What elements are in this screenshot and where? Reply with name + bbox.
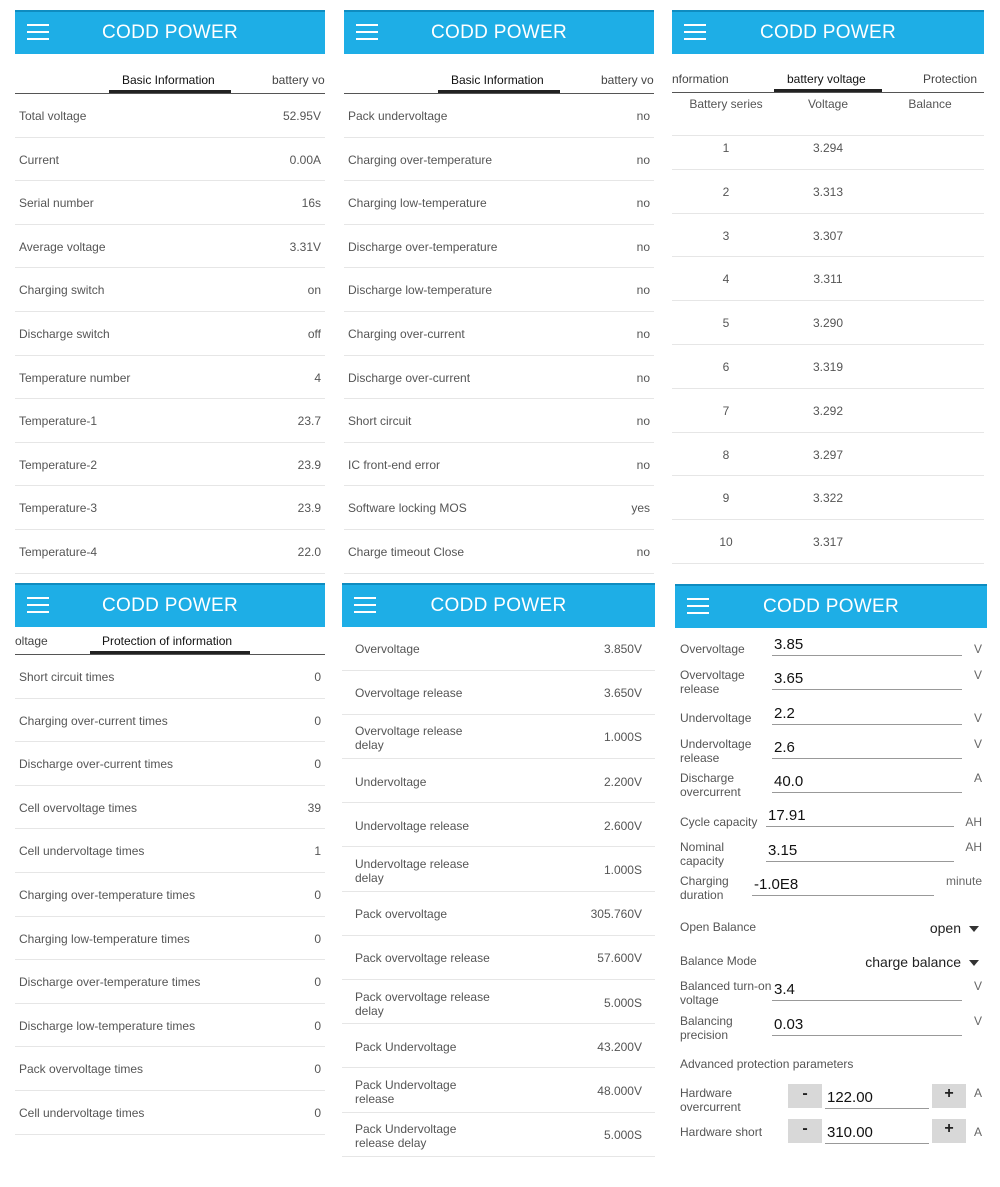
item-value: 0	[314, 1062, 321, 1077]
item-label: Undervoltage	[355, 774, 427, 789]
item-label: Discharge low-temperature	[348, 283, 493, 298]
cell-series: 4	[722, 272, 730, 287]
item-value: 4	[314, 370, 321, 385]
list-item	[15, 1004, 325, 1048]
item-label: Pack overvoltage times	[19, 1062, 144, 1077]
list-item	[344, 443, 654, 487]
item-value: 305.760V	[590, 907, 642, 922]
balance-mode-label: Balance Mode	[680, 954, 757, 968]
chevron-down-icon	[969, 926, 979, 932]
cell-series: 7	[722, 403, 730, 418]
item-value: 0	[314, 1018, 321, 1033]
item-value: 3.650V	[603, 686, 642, 701]
list-item	[15, 94, 325, 138]
setting-label: Overvoltage	[680, 642, 745, 656]
item-value: off	[307, 327, 321, 341]
app-title: CODD POWER	[763, 596, 899, 617]
item-label: Discharge low-temperature times	[19, 1018, 196, 1033]
setting-unit: AH	[965, 815, 982, 829]
app-title: CODD POWER	[431, 22, 567, 43]
item-value: 0	[314, 1106, 321, 1120]
item-label: Charging over-temperature times	[19, 888, 196, 902]
chevron-down-icon	[969, 960, 979, 966]
setting-unit: A	[973, 1125, 982, 1139]
list-item	[15, 786, 325, 830]
hardware-short-input[interactable]: 310.00	[825, 1122, 929, 1144]
cell-voltage: 3.319	[812, 360, 844, 374]
list-item	[15, 486, 325, 530]
setting-balanced-turn-on-voltage	[675, 979, 987, 1009]
col-battery-series: Battery series	[689, 97, 763, 111]
panel-protection-parameters	[342, 583, 655, 1151]
item-value: 52.95V	[282, 109, 321, 123]
overvoltage-release-input[interactable]: 3.65	[772, 668, 962, 690]
app-header	[675, 584, 987, 628]
item-label: Discharge over-temperature	[348, 239, 498, 254]
item-label: Undervoltage release	[355, 818, 470, 833]
cell-series: 2	[722, 184, 730, 199]
active-tab-indicator	[90, 651, 250, 654]
list-item	[15, 399, 325, 443]
hardware-overcurrent-input[interactable]: 122.00	[825, 1087, 929, 1109]
balancing-precision-input[interactable]: 0.03	[772, 1014, 962, 1036]
item-value: 23.7	[297, 414, 321, 429]
tab-basic-information[interactable]: Basic Information	[122, 73, 215, 87]
setting-discharge-overcurrent	[675, 771, 987, 801]
setting-unit: V	[973, 642, 982, 656]
balanced-turn-on-voltage-input[interactable]: 3.4	[772, 979, 962, 1001]
table-row	[672, 214, 984, 258]
cell-voltage: 3.311	[813, 272, 843, 287]
setting-label: Nominal capacity	[680, 840, 725, 868]
col-voltage: Voltage	[807, 97, 849, 111]
table-row	[672, 389, 984, 433]
setting-label: Hardware overcurrent	[680, 1086, 741, 1114]
tab-battery-voltage[interactable]: battery voltage	[787, 72, 866, 86]
setting-charging-duration	[675, 874, 987, 904]
setting-balance-mode	[675, 948, 987, 974]
item-label: Pack overvoltage release	[355, 951, 490, 966]
setting-unit: V	[973, 737, 982, 751]
list-item	[344, 225, 654, 269]
item-value: no	[636, 545, 650, 559]
open-balance-select[interactable]	[930, 920, 979, 936]
item-value: 23.9	[297, 457, 321, 472]
item-value: 0	[314, 713, 321, 728]
item-label: Temperature-2	[19, 457, 98, 472]
item-value: 5.000S	[603, 995, 642, 1010]
table-row	[672, 257, 984, 301]
item-value: 0	[314, 975, 321, 990]
tab-bar	[344, 66, 654, 94]
item-label: Pack undervoltage	[348, 109, 448, 123]
item-value: 0	[314, 888, 321, 902]
cell-series: 5	[722, 316, 730, 331]
item-label: Pack overvoltage	[355, 907, 448, 922]
setting-label: Balanced turn-on voltage	[680, 979, 772, 1007]
increment-button[interactable]: +	[932, 1084, 966, 1108]
undervoltage-release-input[interactable]: 2.6	[772, 737, 962, 759]
item-value: 0	[314, 670, 321, 684]
cell-series: 8	[722, 447, 730, 462]
list-item	[342, 1113, 655, 1157]
decrement-button[interactable]: -	[788, 1119, 822, 1143]
item-label: Short circuit	[348, 414, 412, 429]
tab-basic-information[interactable]: nformation	[672, 72, 729, 86]
setting-label: Balancing precision	[680, 1014, 733, 1042]
setting-label: Overvoltage release	[680, 668, 745, 696]
panel-alarm-status	[344, 10, 654, 566]
cell-voltage: 3.313	[812, 184, 844, 199]
item-value: 22.0	[297, 545, 321, 559]
item-value: 0	[314, 931, 321, 946]
item-label: Charging switch	[19, 283, 105, 298]
undervoltage-input[interactable]: 2.2	[772, 703, 962, 725]
balance-mode-select[interactable]	[865, 954, 979, 970]
app-title: CODD POWER	[760, 22, 896, 43]
setting-hardware-short	[675, 1119, 987, 1149]
item-label: Total voltage	[19, 109, 87, 123]
tab-basic-information[interactable]: Basic Information	[451, 73, 544, 87]
increment-button[interactable]: +	[932, 1119, 966, 1143]
setting-label: Undervoltage release	[680, 737, 752, 765]
setting-unit: A	[973, 1086, 982, 1100]
item-label: Discharge over-current times	[19, 757, 174, 772]
item-label: Short circuit times	[19, 670, 115, 684]
list-item	[15, 917, 325, 961]
list-item	[342, 627, 655, 671]
item-value: 5.000S	[603, 1128, 642, 1143]
overvoltage-input[interactable]: 3.85	[772, 634, 962, 656]
app-header	[672, 10, 984, 54]
list-item	[15, 1047, 325, 1091]
list-item	[344, 486, 654, 530]
item-label: Charging low-temperature times	[19, 931, 190, 946]
list-item	[342, 760, 655, 804]
item-label: Discharge over-current	[348, 370, 471, 385]
item-label: Undervoltage release delay	[355, 857, 470, 885]
setting-unit: A	[973, 771, 982, 785]
item-value: 3.31V	[289, 239, 321, 254]
item-label: Cell undervoltage times	[19, 844, 145, 859]
list-item	[15, 829, 325, 873]
list-item	[15, 699, 325, 743]
list-item	[344, 312, 654, 356]
item-value: 23.9	[297, 501, 321, 516]
item-value: 1.000S	[603, 730, 642, 745]
balance-mode-value: charge balance	[865, 954, 961, 970]
setting-undervoltage	[675, 703, 987, 733]
tab-battery-voltage[interactable]: oltage	[15, 634, 48, 648]
charging-duration-input[interactable]: -1.0E8	[752, 874, 934, 896]
app-title: CODD POWER	[102, 22, 238, 43]
item-label: Discharge over-temperature times	[19, 975, 201, 990]
list-item	[15, 1091, 325, 1135]
item-label: Temperature-3	[19, 501, 98, 516]
list-item	[344, 399, 654, 443]
item-value: 16s	[301, 196, 321, 211]
advanced-protection-heading: Advanced protection parameters	[680, 1057, 854, 1071]
list-item	[342, 936, 655, 980]
item-label: Temperature number	[19, 370, 131, 385]
list-item	[342, 892, 655, 936]
cell-voltage: 3.294	[812, 141, 844, 155]
item-value: no	[636, 109, 650, 123]
setting-undervoltage-release	[675, 737, 987, 767]
table-row	[672, 345, 984, 389]
setting-open-balance	[675, 914, 987, 940]
list-item	[15, 873, 325, 917]
item-value: 1.000S	[603, 863, 642, 877]
list-item	[344, 181, 654, 225]
app-title: CODD POWER	[430, 595, 567, 616]
list-item	[15, 312, 325, 356]
list-item	[15, 356, 325, 400]
list-item	[344, 356, 654, 400]
item-label: Average voltage	[19, 239, 106, 254]
setting-label: Cycle capacity	[680, 815, 758, 829]
item-value: 48.000V	[597, 1084, 642, 1098]
app-title: CODD POWER	[102, 595, 238, 616]
item-value: on	[307, 283, 321, 298]
item-value: no	[636, 196, 650, 211]
item-value: 0	[314, 757, 321, 772]
list-item	[342, 981, 655, 1025]
list-item	[15, 225, 325, 269]
item-value: yes	[631, 501, 650, 516]
list-item	[344, 268, 654, 312]
setting-unit: minute	[945, 874, 982, 888]
item-label: Charging over-current times	[19, 713, 168, 728]
open-balance-label: Open Balance	[680, 920, 757, 934]
item-label: Overvoltage	[355, 642, 420, 656]
cell-series: 9	[722, 491, 730, 506]
list-item	[342, 1025, 655, 1069]
item-value: no	[636, 370, 650, 385]
table-row	[672, 126, 984, 170]
setting-label: Charging duration	[680, 874, 729, 902]
nominal-capacity-input[interactable]: 3.15	[766, 840, 954, 862]
cell-series: 10	[719, 535, 733, 550]
list-item	[344, 94, 654, 138]
item-value: no	[636, 327, 650, 341]
item-value: 0.00A	[289, 152, 321, 167]
list-item	[15, 960, 325, 1004]
list-item	[342, 671, 655, 715]
item-value: 43.200V	[597, 1039, 642, 1054]
open-balance-value: open	[929, 920, 961, 936]
list-item	[15, 443, 325, 487]
item-value: 57.600V	[597, 951, 642, 966]
list-item	[15, 530, 325, 574]
item-label: Pack overvoltage release delay	[355, 989, 490, 1018]
setting-label: Undervoltage	[680, 711, 752, 725]
cell-series: 1	[722, 141, 730, 155]
item-value: 2.200V	[603, 774, 642, 789]
setting-unit: V	[973, 1014, 982, 1028]
cell-voltage: 3.317	[812, 535, 844, 550]
setting-nominal-capacity	[675, 840, 987, 870]
table-row	[672, 170, 984, 214]
tab-protection[interactable]: Protection	[923, 72, 978, 86]
setting-unit: AH	[965, 840, 982, 854]
setting-balancing-precision	[675, 1014, 987, 1044]
item-label: Software locking MOS	[348, 501, 467, 516]
app-header	[15, 583, 325, 627]
cell-voltage: 3.290	[812, 316, 844, 331]
setting-label: Discharge overcurrent	[680, 771, 741, 799]
item-value: no	[636, 152, 650, 167]
list-item	[15, 181, 325, 225]
list-item	[15, 138, 325, 182]
list-item	[342, 715, 655, 759]
item-value: 39	[307, 800, 321, 815]
item-label: Charging over-current	[348, 327, 465, 341]
cell-series: 6	[722, 360, 730, 374]
item-label: Pack Undervoltage release	[355, 1078, 457, 1106]
item-label: Charging low-temperature	[348, 196, 487, 211]
item-label: Discharge switch	[19, 327, 110, 341]
setting-cycle-capacity	[675, 805, 987, 835]
cell-voltage: 3.292	[812, 403, 844, 418]
item-label: Overvoltage release delay	[355, 724, 463, 753]
item-value: no	[636, 414, 650, 429]
item-label: Pack Undervoltage	[355, 1039, 457, 1054]
item-value: no	[636, 239, 650, 254]
item-label: Pack Undervoltage release delay	[355, 1122, 457, 1151]
cell-voltage: 3.297	[812, 447, 844, 462]
setting-unit: V	[973, 979, 982, 993]
setting-overvoltage	[675, 634, 987, 664]
cell-voltage: 3.307	[812, 228, 844, 243]
item-value: 2.600V	[603, 818, 642, 833]
list-item	[342, 804, 655, 848]
list-item	[15, 268, 325, 312]
setting-hardware-overcurrent	[675, 1084, 987, 1114]
panel-basic-information	[15, 10, 325, 565]
list-item	[342, 1069, 655, 1113]
item-value: 3.850V	[603, 642, 642, 656]
list-item	[15, 742, 325, 786]
active-tab-indicator	[438, 90, 560, 93]
tab-bar	[672, 65, 984, 93]
cell-voltage: 3.322	[812, 491, 844, 506]
setting-unit: V	[973, 711, 982, 725]
list-item	[342, 848, 655, 892]
list-item	[344, 138, 654, 182]
item-label: IC front-end error	[348, 457, 441, 472]
panel-parameter-settings	[675, 584, 987, 1142]
item-label: Charging over-temperature	[348, 152, 493, 167]
setting-unit: V	[973, 668, 982, 682]
item-label: Current	[19, 152, 60, 167]
item-label: Overvoltage release	[355, 686, 463, 701]
app-header	[342, 583, 655, 627]
discharge-overcurrent-input[interactable]: 40.0	[772, 771, 962, 793]
panel-protection-information	[15, 583, 325, 1134]
active-tab-indicator	[109, 90, 231, 93]
item-value: 1	[314, 844, 321, 859]
table-row	[672, 301, 984, 345]
setting-overvoltage-release	[675, 668, 987, 698]
tab-bar	[15, 66, 325, 94]
decrement-button[interactable]: -	[788, 1084, 822, 1108]
item-value: no	[636, 283, 650, 298]
item-label: Temperature-4	[19, 545, 98, 559]
item-label: Serial number	[19, 196, 94, 211]
item-label: Charge timeout Close	[348, 545, 465, 559]
item-label: Cell overvoltage times	[19, 800, 138, 815]
table-row	[672, 476, 984, 520]
item-value: no	[636, 457, 650, 472]
table-row	[672, 433, 984, 477]
col-balance: Balance	[908, 97, 952, 111]
tab-protection-of-information[interactable]: Protection of information	[102, 634, 233, 648]
list-item	[15, 655, 325, 699]
item-label: Cell undervoltage times	[19, 1106, 145, 1120]
app-header	[15, 10, 325, 54]
cell-series: 3	[722, 228, 730, 243]
active-tab-indicator	[774, 89, 882, 92]
table-row	[672, 520, 984, 564]
cycle-capacity-input[interactable]: 17.91	[766, 805, 954, 827]
list-item	[344, 530, 654, 574]
item-label: Temperature-1	[19, 414, 98, 429]
tab-battery-voltage[interactable]: battery vo	[272, 73, 325, 87]
setting-label: Hardware short	[680, 1125, 763, 1139]
panel-battery-voltage	[672, 10, 984, 567]
app-header	[344, 10, 654, 54]
tab-battery-voltage[interactable]: battery vo	[601, 73, 654, 87]
tab-bar	[15, 627, 325, 655]
